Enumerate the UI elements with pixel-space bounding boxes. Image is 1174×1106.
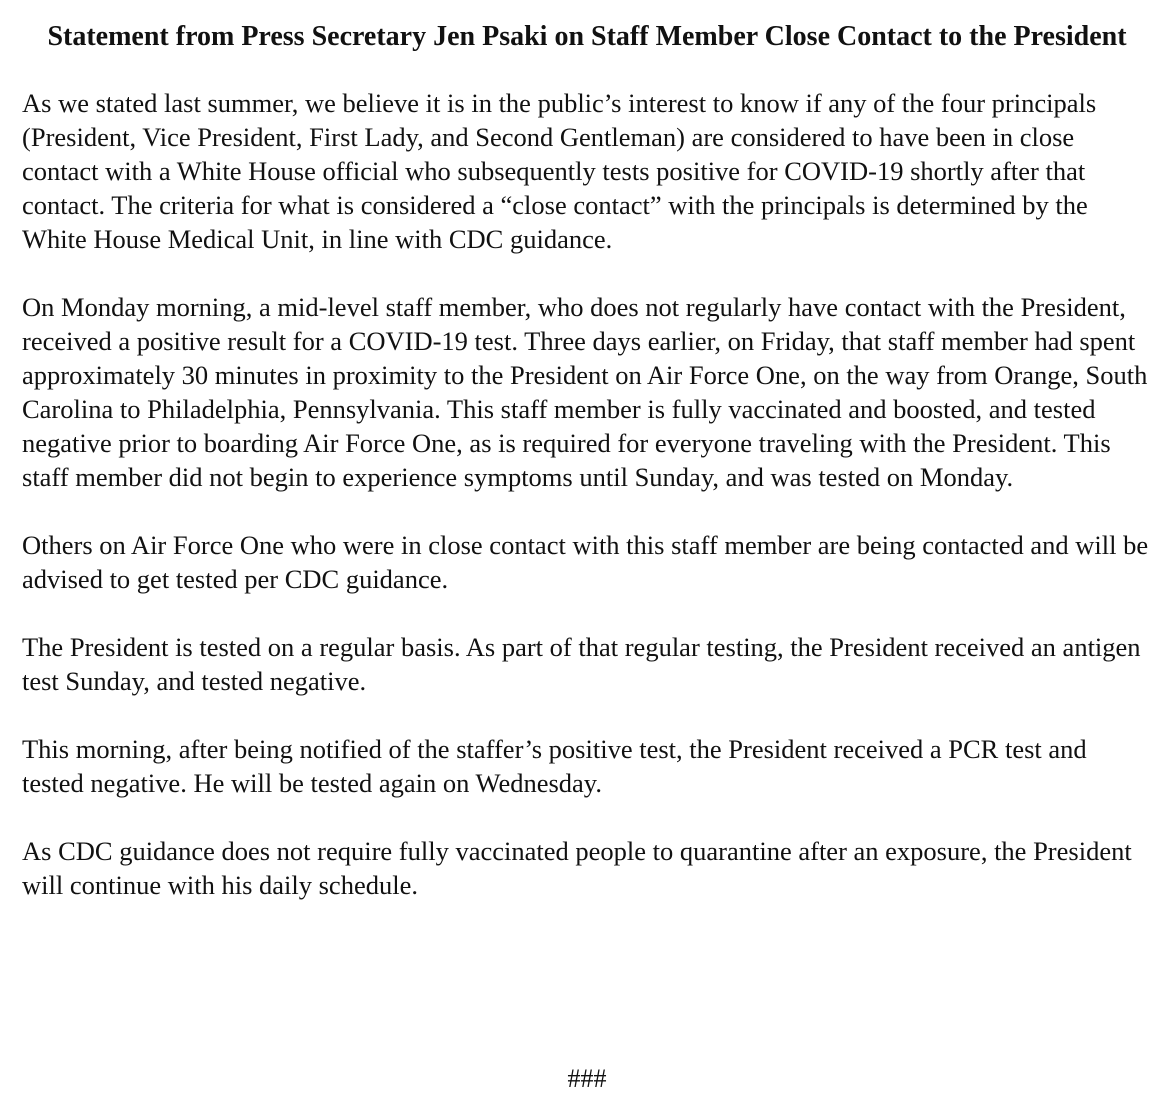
statement-title: Statement from Press Secretary Jen Psaki on Staff Member Close Contact to the President <box>47 21 1127 52</box>
paragraph-regular-testing: The President is tested on a regular basis. As part of that regular testing, the President received an antigen test Sunday, and tested negative. <box>22 632 1141 696</box>
paragraph-staff-member-positive: On Monday morning, a mid-level staff member, who does not regularly have contact with the President, received a positive result for a COVID-19 test. Three days earlier, on Friday, that staff member had spent approximately 30 minutes in proximity to the President on Air Force One, on the way from Orange, South Carolina to Philadelphia, Pennsylvania. This staff member is fully vaccinated and boosted, and tested negative prior to boarding Air Force One, as is required for everyone traveling with the President. This staff member did not begin to experience symptoms until Sunday, and was tested on Monday. <box>22 292 1148 492</box>
paragraph-daily-schedule: As CDC guidance does not require fully vaccinated people to quarantine after an exposure, the President will continue with his daily schedule. <box>22 836 1132 900</box>
paragraph-pcr-test: This morning, after being notified of the staffer’s positive test, the President received a PCR test and tested negative. He will be tested again on Wednesday. <box>22 734 1087 798</box>
statement-document <box>22 20 1152 936</box>
paragraph-close-contact-policy: As we stated last summer, we believe it is in the public’s interest to know if any of the four principals (President, Vice President, First Lady, and Second Gentleman) are considered to have been in close contact with a White House official who subsequently tests positive for COVID-19 shortly after that contact. The criteria for what is considered a “close contact” with the principals is determined by the White House Medical Unit, in line with CDC guidance. <box>22 88 1097 254</box>
paragraph-others-contacted: Others on Air Force One who were in close contact with this staff member are being contacted and will be advised to get tested per CDC guidance. <box>22 530 1149 594</box>
end-mark: ### <box>567 1064 607 1093</box>
